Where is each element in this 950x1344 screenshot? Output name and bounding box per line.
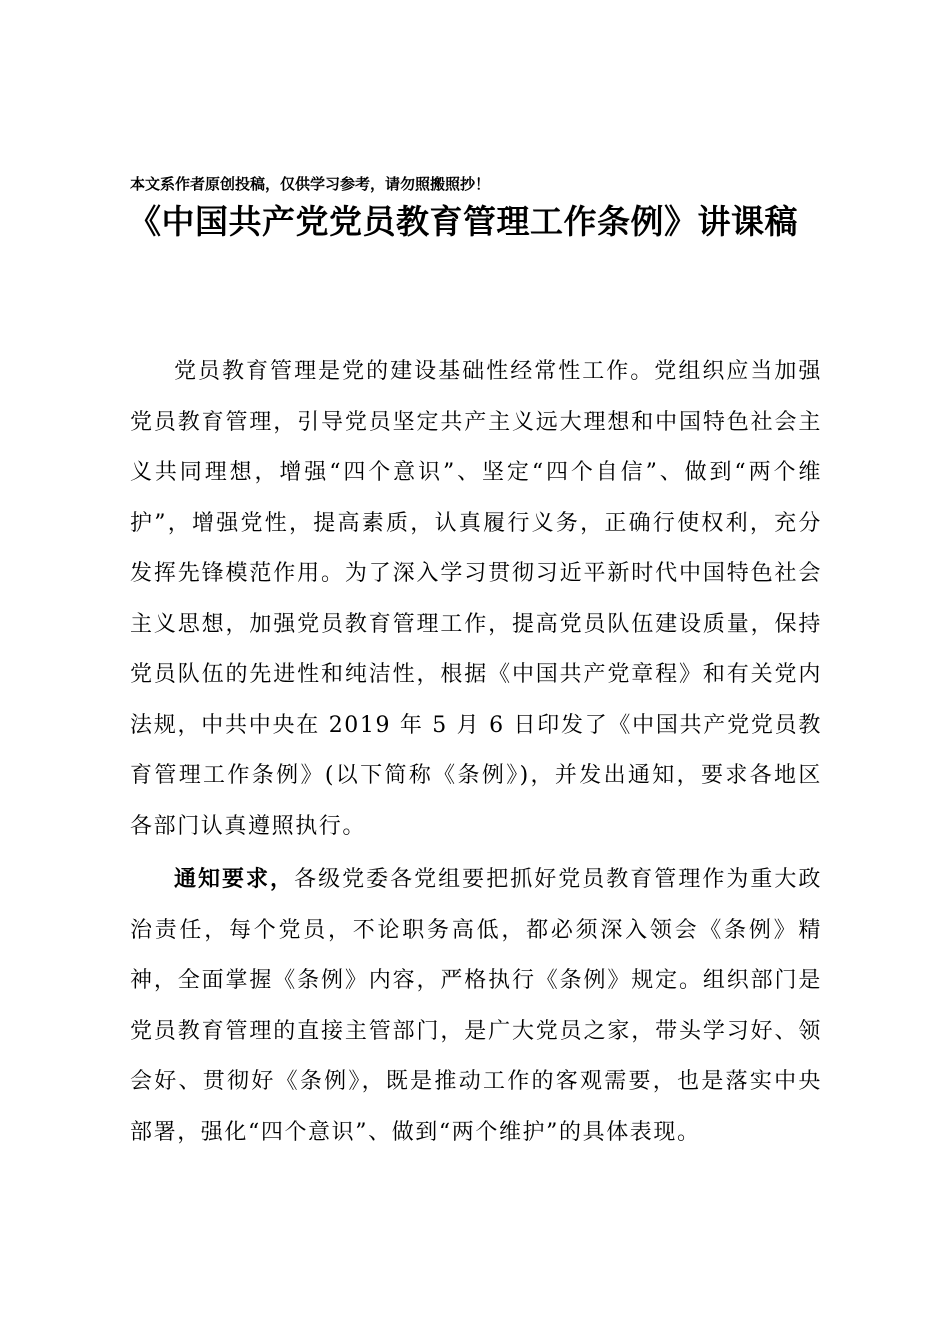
copyright-notice: 本文系作者原创投稿，仅供学习参考，请勿照搬照抄！	[130, 175, 491, 193]
body-paragraph-1	[130, 346, 822, 852]
body-paragraph-2	[130, 854, 822, 1158]
paragraph-lead: 通知要求，	[174, 866, 295, 892]
paragraph-text: 各级党委各党组要把抓好党员教育管理作为重大政治责任，每个党员，不论职务高低，都必须深入领会《条例》精神，全面掌握《条例》内容，严格执行《条例》规定。组织部门是党员教育管理的直接主管部门，是广大党员之家，带头学习好、领会好、贯彻好《条例》，既是推动工作的客观需要，也是落实中央部署，强化“四个意识”、做到“两个维护”的具体表现。	[130, 867, 822, 1145]
paragraph-text: 党员教育管理是党的建设基础性经常性工作。党组织应当加强党员教育管理，引导党员坚定共产主义远大理想和中国特色社会主义共同理想，增强“四个意识”、坚定“四个自信”、做到“两个维护”，增强党性，提高素质，认真履行义务，正确行使权利，充分发挥先锋模范作用。为了深入学习贯彻习近平新时代中国特色社会主义思想，加强党员教育管理工作，提高党员队伍建设质量，保持党员队伍的先进性和纯洁性，根据《中国共产党章程》和有关党内法规，中共中央在 2019 年 5 月 6 日印发了《中国共产党党员教育管理工作条例》(以下简称《条例》)，并发出通知，要求各地区各部门认真遵照执行。	[130, 359, 822, 839]
document-title: 《中国共产党党员教育管理工作条例》讲课稿	[128, 202, 798, 241]
document-body	[130, 346, 822, 1158]
